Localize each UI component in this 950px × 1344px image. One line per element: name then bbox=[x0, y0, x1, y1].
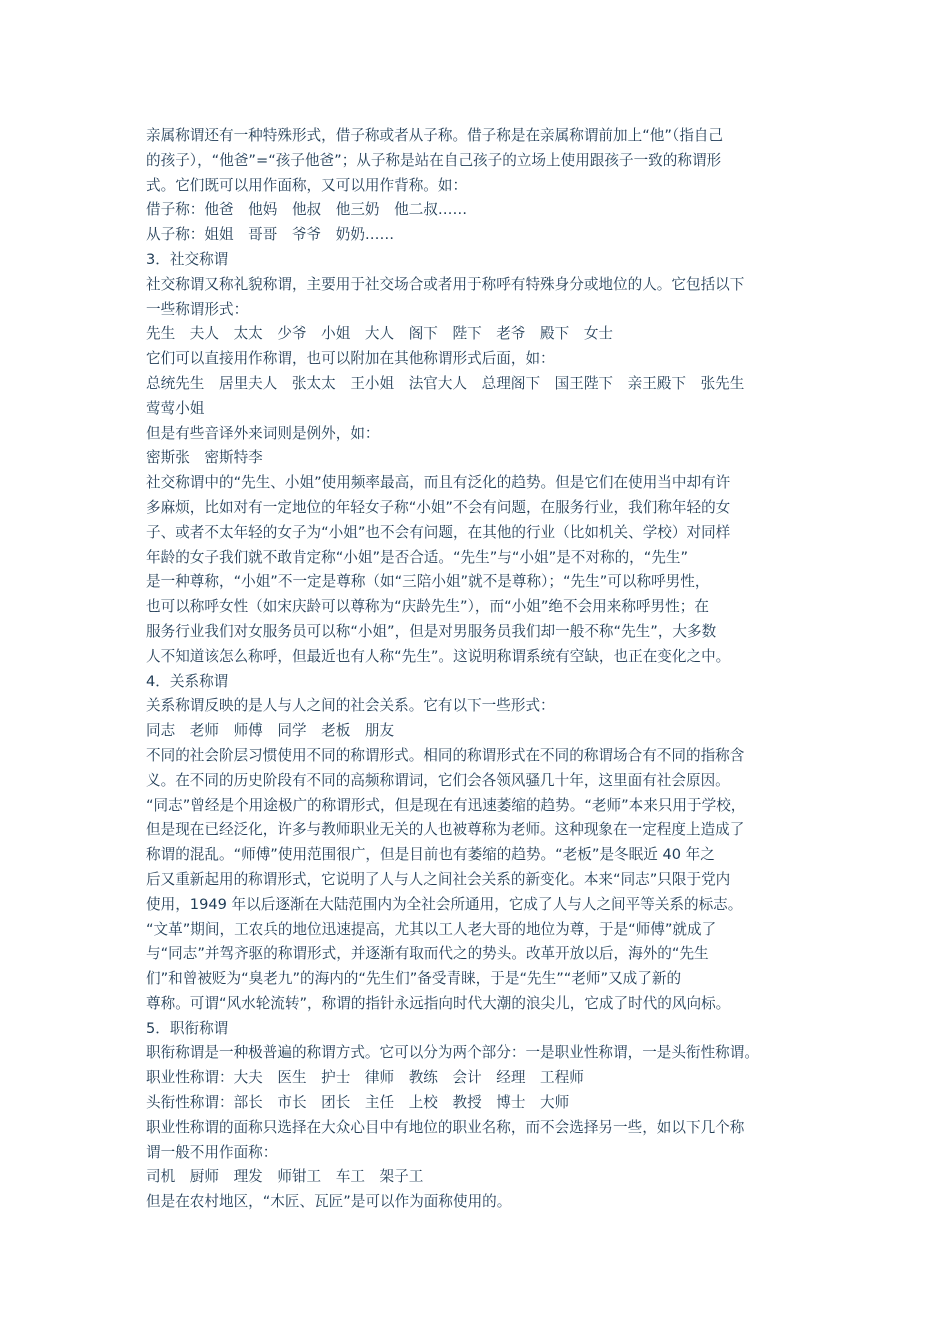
text-line: 式。它们既可以用作面称，又可以用作背称。如： bbox=[146, 176, 468, 194]
text-line: 莺莺小姐 bbox=[146, 399, 205, 417]
text-line: 使用，1949 年以后逐渐在大陆范围内为全社会所通用，它成了人与人之间平等关系的标志。 bbox=[146, 895, 743, 913]
text-line: 职业性称谓：大夫 医生 护士 律师 教练 会计 经理 工程师 bbox=[146, 1069, 584, 1087]
text-line: 但是现在已经泛化，许多与教师职业无关的人也被尊称为老师。这种现象在一定程度上造成了 bbox=[146, 821, 745, 839]
text-line: 多麻烦，比如对有一定地位的年轻女子称“小姐”不会有问题，在服务行业，我们称年轻的女 bbox=[146, 498, 731, 516]
document-body bbox=[146, 124, 826, 1215]
text-line: 后又重新起用的称谓形式，它说明了人与人之间社会关系的新变化。本来“同志”只限于党内 bbox=[146, 870, 731, 888]
text-line: 职业性称谓的面称只选择在大众心目中有地位的职业名称，而不会选择另一些，如以下几个称 bbox=[146, 1118, 745, 1136]
text-line: 先生 夫人 太太 少爷 小姐 大人 阁下 陛下 老爷 殿下 女士 bbox=[146, 325, 614, 343]
text-line: 亲属称谓还有一种特殊形式，借子称或者从子称。借子称是在亲属称谓前加上“他”（指自己 bbox=[146, 127, 723, 144]
text-line: 它们可以直接用作称谓，也可以附加在其他称谓形式后面，如： bbox=[146, 350, 555, 368]
text-line: 谓一般不用作面称： bbox=[146, 1143, 278, 1161]
text-line: “同志”曾经是个用途极广的称谓形式，但是现在有迅速萎缩的趋势。“老师”本来只用于学校， bbox=[146, 796, 746, 814]
text-line: 子、或者不太年轻的女子为“小姐”也不会有问题，在其他的行业（比如机关、学校）对同样 bbox=[146, 523, 731, 541]
text-line: 一些称谓形式： bbox=[146, 300, 249, 318]
text-line: 3．社交称谓 bbox=[146, 250, 229, 268]
text-line: 人不知道该怎么称呼，但最近也有人称“先生”。这说明称谓系统有空缺，也正在变化之中。 bbox=[146, 647, 731, 665]
text-line: 总统先生 居里夫人 张太太 王小姐 法官大人 总理阁下 国王陛下 亲王殿下 张先生 bbox=[146, 374, 745, 392]
text-line: 尊称。可谓“风水轮流转”，称谓的指针永远指向时代大潮的浪尖儿，它成了时代的风向标。 bbox=[146, 994, 731, 1012]
text-line: 的孩子），“他爸”=“孩子他爸”；从子称是站在自己孩子的立场上使用跟孩子一致的称谓形 bbox=[146, 151, 722, 169]
text-line: 5．职衔称谓 bbox=[146, 1019, 229, 1037]
text-line: 密斯张 密斯特李 bbox=[146, 449, 263, 467]
text-line: 借子称：他爸 他妈 他叔 他三奶 他二叔…… bbox=[146, 201, 468, 219]
text-line: 社交称谓又称礼貌称谓，主要用于社交场合或者用于称呼有特殊身分或地位的人。它包括以下 bbox=[146, 275, 745, 293]
text-line: 头衔性称谓：部长 市长 团长 主任 上校 教授 博士 大师 bbox=[146, 1094, 570, 1112]
text-line: 但是在农村地区，“木匠、瓦匠”是可以作为面称使用的。 bbox=[146, 1193, 512, 1211]
text-line: 4．关系称谓 bbox=[146, 672, 229, 690]
text-line: 与“同志”并驾齐驱的称谓形式，并逐渐有取而代之的势头。改革开放以后，海外的“先生 bbox=[146, 945, 709, 963]
text-line: 是一种尊称，“小姐”不一定是尊称（如“三陪小姐”就不是尊称）；“先生”可以称呼男性， bbox=[146, 573, 710, 591]
text-line: 义。在不同的历史阶段有不同的高频称谓词，它们会各领风骚几十年，这里面有社会原因。 bbox=[146, 771, 730, 789]
text-line: 服务行业我们对女服务员可以称“小姐”，但是对男服务员我们却一般不称“先生”，大多数 bbox=[146, 622, 717, 640]
text-line: 年龄的女子我们就不敢肯定称“小姐”是否合适。“先生”与“小姐”是不对称的，“先生” bbox=[146, 548, 689, 566]
text-line: 不同的社会阶层习惯使用不同的称谓形式。相同的称谓形式在不同的称谓场合有不同的指称含 bbox=[146, 746, 745, 764]
text-line: 也可以称呼女性（如宋庆龄可以尊称为“庆龄先生”），而“小姐”绝不会用来称呼男性；在 bbox=[146, 598, 709, 616]
text-line: 司机 厨师 理发 师钳工 车工 架子工 bbox=[146, 1168, 424, 1186]
text-line: 们”和曾被贬为“臭老九”的海内的“先生们”备受青睐，于是“先生”“老师”又成了新的 bbox=[146, 970, 682, 988]
text-line: 称谓的混乱。“师傅”使用范围很广，但是目前也有萎缩的趋势。“老板”是冬眠近 40 年之 bbox=[146, 846, 715, 864]
text-line: “文革”期间，工农兵的地位迅速提高，尤其以工人老大哥的地位为尊，于是“师傅”就成了 bbox=[146, 920, 717, 938]
text-line: 职衔称谓是一种极普遍的称谓方式。它可以分为两个部分：一是职业性称谓，一是头衔性称谓。 bbox=[146, 1044, 759, 1062]
text-line: 但是有些音译外来词则是例外，如： bbox=[146, 424, 380, 442]
text-line: 同志 老师 师傅 同学 老板 朋友 bbox=[146, 722, 395, 740]
text-line: 社交称谓中的“先生、小姐”使用频率最高，而且有泛化的趋势。但是它们在使用当中却有许 bbox=[146, 474, 731, 492]
text-line: 从子称：姐姐 哥哥 爷爷 奶奶…… bbox=[146, 226, 395, 244]
text-line: 关系称谓反映的是人与人之间的社会关系。它有以下一些形式： bbox=[146, 697, 555, 715]
